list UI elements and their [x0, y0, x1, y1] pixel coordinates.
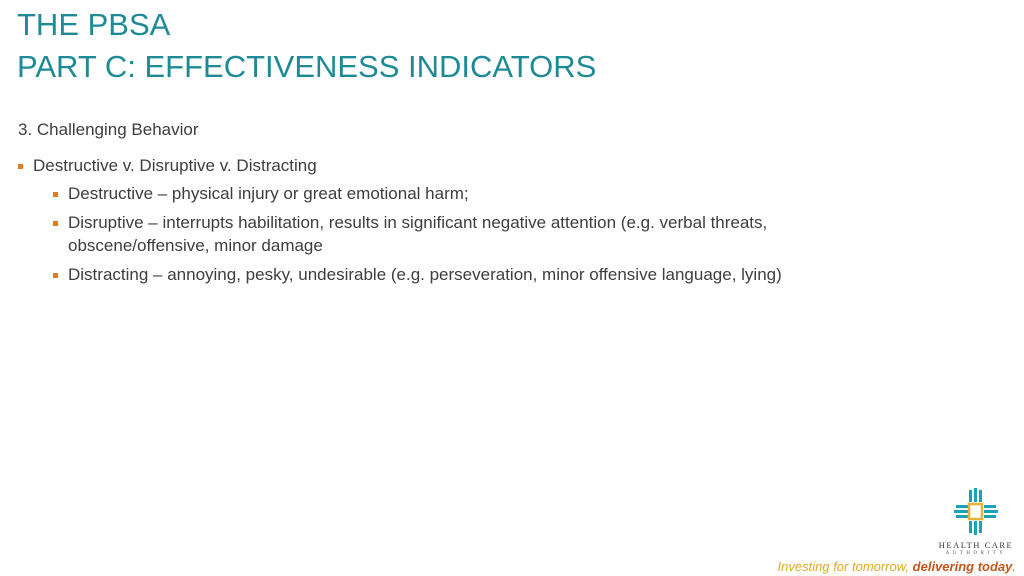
tagline-part-1: Investing for tomorrow,	[777, 559, 913, 574]
bullet-list	[18, 154, 918, 286]
title-line-2: PART C: EFFECTIVENESS INDICATORS	[17, 49, 597, 84]
logo-sub: AUTHORITY	[945, 551, 1007, 556]
sub-bullet-text: Distracting – annoying, pesky, undesirable (e.g. perseveration, minor offensive language, lying)	[68, 265, 782, 284]
sub-bullet-item	[33, 263, 898, 286]
sub-bullet-list	[33, 182, 918, 286]
tagline-part-2: delivering today	[912, 559, 1013, 574]
sub-bullet-item	[33, 182, 898, 205]
title-line-1: THE PBSA	[17, 7, 171, 42]
sub-bullet-text: Disruptive – interrupts habilitation, results in significant negative attention (e.g. verbal threats, obscene/offensive, minor damage	[68, 213, 768, 255]
health-care-authority-logo	[928, 488, 1024, 560]
tagline-part-3: .	[1012, 559, 1016, 574]
slide-title	[17, 4, 596, 88]
slide-content	[18, 118, 918, 292]
bullet-square-icon	[53, 221, 58, 226]
zia-sun-icon	[954, 488, 998, 538]
bullet-square-icon	[18, 164, 23, 169]
sub-bullet-text: Destructive – physical injury or great emotional harm;	[68, 184, 469, 203]
bullet-item	[18, 154, 918, 286]
logo-name: HEALTH CARE	[938, 540, 1014, 550]
bullet-square-icon	[53, 273, 58, 278]
tagline	[778, 559, 1016, 574]
bullet-text: Destructive v. Disruptive v. Distracting	[33, 156, 317, 175]
section-subhead: 3. Challenging Behavior	[18, 120, 199, 139]
bullet-square-icon	[53, 192, 58, 197]
sub-bullet-item	[33, 211, 898, 257]
